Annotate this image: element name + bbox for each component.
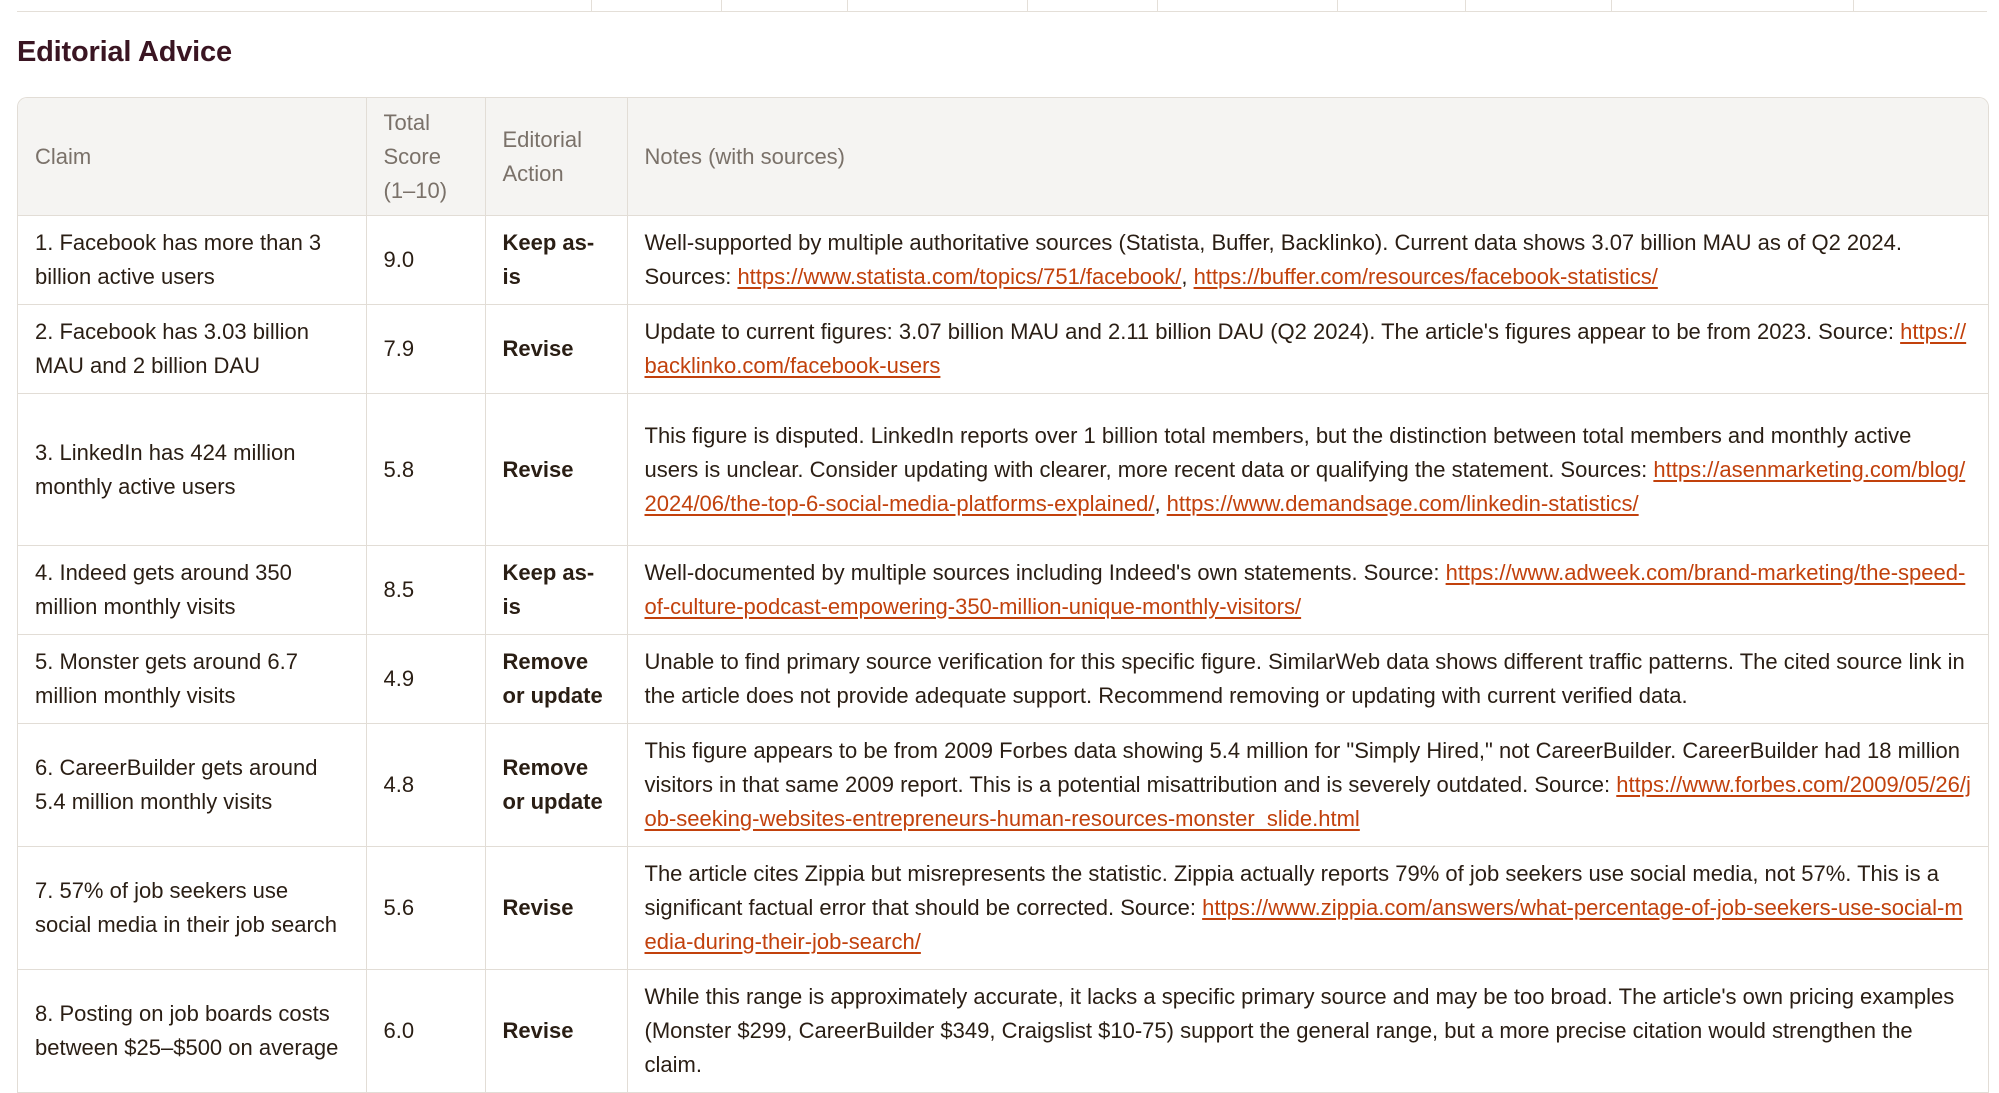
claim-cell: 8. Posting on job boards costs between $25–$500 on average	[18, 970, 366, 1093]
source-link[interactable]: https://www.statista.com/topics/751/facebook/	[737, 264, 1182, 289]
notes-cell	[627, 394, 1988, 546]
source-link[interactable]: https://buffer.com/resources/facebook-statistics/	[1193, 264, 1658, 289]
previous-table-edge	[17, 0, 1987, 12]
editorial-action-cell: Remove or update	[485, 724, 627, 847]
source-link[interactable]: https://asenmarketing.com/blog/2024/06/the-top-6-social-media-platforms-explained/	[644, 456, 1966, 516]
notes-cell	[627, 546, 1988, 635]
score-cell: 5.8	[366, 394, 485, 546]
notes-text: While this range is approximately accurate, it lacks a specific primary source and may be too broad. The article's own pricing examples (Monster $299, CareerBuilder $349, Craigslist $10-75) support the general range, but a more precise citation would strengthen the claim.	[644, 984, 1955, 1077]
notes-text: This figure is disputed. LinkedIn reports over 1 billion total members, but the distinction between total members and monthly active users is unclear. Consider updating with clearer, more recent data or qualifying the statement. Sources:	[644, 422, 1912, 482]
notes-text: Well-supported by multiple authoritative sources (Statista, Buffer, Backlinko). Current data shows 3.07 billion MAU as of Q2 2024. Sources:	[644, 230, 1902, 289]
table-header-row	[18, 98, 1988, 216]
table-row	[18, 216, 1988, 305]
header-claim: Claim	[18, 98, 366, 216]
table-row	[18, 305, 1988, 394]
notes-text: This figure appears to be from 2009 Forbes data showing 5.4 million for "Simply Hired," not CareerBuilder. CareerBuilder had 18 million visitors in that same 2009 report. This is a potential misattribution and is severely outdated. Source:	[644, 738, 1960, 797]
score-cell: 9.0	[366, 216, 485, 305]
notes-text: The article cites Zippia but misrepresents the statistic. Zippia actually reports 79% of job seekers use social media, not 57%. This is a significant factual error that should be corrected. Source:	[644, 861, 1940, 920]
link-separator: ,	[1154, 490, 1167, 516]
table-row	[18, 724, 1988, 847]
table-row	[18, 546, 1988, 635]
notes-cell	[627, 305, 1988, 394]
notes-cell	[627, 216, 1988, 305]
score-cell: 8.5	[366, 546, 485, 635]
claim-cell: 7. 57% of job seekers use social media in their job search	[18, 847, 366, 970]
score-cell: 4.9	[366, 635, 485, 724]
notes-cell	[627, 970, 1988, 1093]
notes-cell	[627, 635, 1988, 724]
editorial-action-cell: Revise	[485, 394, 627, 546]
editorial-action-cell: Revise	[485, 970, 627, 1093]
source-link[interactable]: https://www.zippia.com/answers/what-percentage-of-job-seekers-use-social-media-during-their-job-search/	[644, 895, 1963, 954]
claim-cell: 5. Monster gets around 6.7 million monthly visits	[18, 635, 366, 724]
claim-cell: 4. Indeed gets around 350 million monthly visits	[18, 546, 366, 635]
editorial-advice-table	[17, 97, 1989, 1093]
claim-cell: 2. Facebook has 3.03 billion MAU and 2 billion DAU	[18, 305, 366, 394]
notes-text: Unable to find primary source verification for this specific figure. SimilarWeb data shows different traffic patterns. The cited source link in the article does not provide adequate support. Recommend removing or updating with current verified data.	[644, 649, 1965, 708]
score-cell: 5.6	[366, 847, 485, 970]
source-link[interactable]: https://www.forbes.com/2009/05/26/job-seeking-websites-entrepreneurs-human-resources-monster_slide.html	[644, 772, 1971, 831]
source-link[interactable]: https://www.demandsage.com/linkedin-statistics/	[1166, 490, 1639, 516]
table-row	[18, 970, 1988, 1093]
header-total-score: Total Score (1–10)	[366, 98, 485, 216]
score-cell: 6.0	[366, 970, 485, 1093]
notes-cell	[627, 724, 1988, 847]
header-notes: Notes (with sources)	[627, 98, 1988, 216]
table-row	[18, 847, 1988, 970]
score-cell: 7.9	[366, 305, 485, 394]
table-row	[18, 394, 1988, 546]
claim-cell: 6. CareerBuilder gets around 5.4 million monthly visits	[18, 724, 366, 847]
notes-text: Well-documented by multiple sources including Indeed's own statements. Source:	[644, 560, 1446, 585]
section-title: Editorial Advice	[17, 36, 232, 68]
table-row	[18, 635, 1988, 724]
editorial-action-cell: Revise	[485, 305, 627, 394]
link-separator: ,	[1181, 264, 1194, 289]
source-link[interactable]: https://www.adweek.com/brand-marketing/the-speed-of-culture-podcast-empowering-350-million-unique-monthly-visitors/	[644, 560, 1966, 619]
score-cell: 4.8	[366, 724, 485, 847]
source-link[interactable]: https://backlinko.com/facebook-users	[644, 319, 1967, 378]
editorial-action-cell: Revise	[485, 847, 627, 970]
claim-cell: 3. LinkedIn has 424 million monthly active users	[18, 394, 366, 546]
notes-cell	[627, 847, 1988, 970]
notes-text: Update to current figures: 3.07 billion MAU and 2.11 billion DAU (Q2 2024). The article's figures appear to be from 2023. Source:	[644, 319, 1901, 344]
editorial-action-cell: Keep as-is	[485, 216, 627, 305]
editorial-action-cell: Remove or update	[485, 635, 627, 724]
header-editorial-action: Editorial Action	[485, 98, 627, 216]
editorial-action-cell: Keep as-is	[485, 546, 627, 635]
claim-cell: 1. Facebook has more than 3 billion active users	[18, 216, 366, 305]
